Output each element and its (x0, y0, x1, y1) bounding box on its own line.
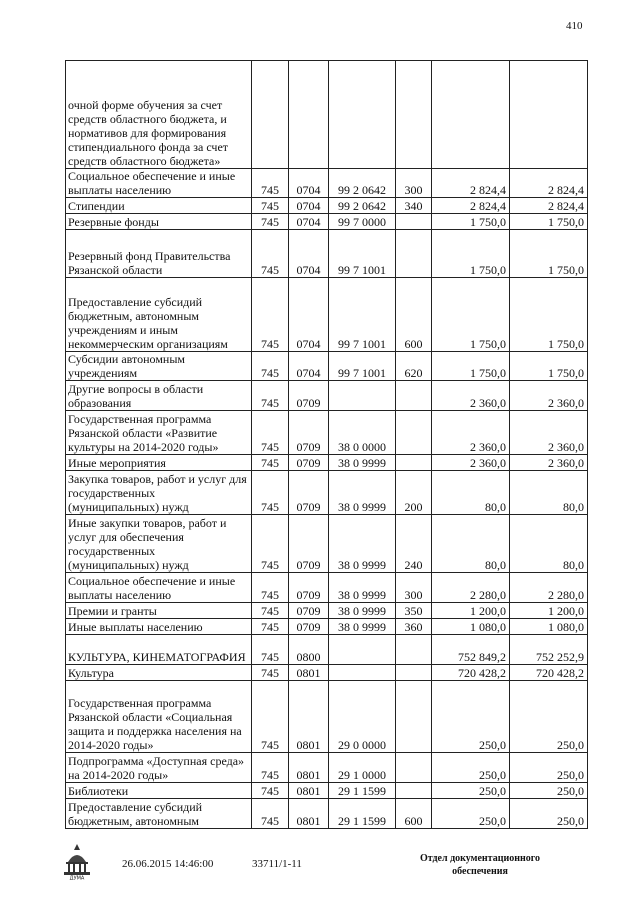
cell-name: Другие вопросы в области образования (66, 381, 252, 411)
cell-grbs: 745 (252, 799, 289, 829)
cell-sum-year1: 752 849,2 (432, 635, 510, 665)
budget-table (65, 60, 588, 829)
cell-name: Социальное обеспечение и иные выплаты населению (66, 573, 252, 603)
cell-target-article: 38 0 9999 (329, 603, 396, 619)
cell-sum-year2: 80,0 (510, 471, 588, 515)
cell-grbs: 745 (252, 783, 289, 799)
cell-expense-type (396, 230, 432, 278)
cell-sum-year2: 250,0 (510, 753, 588, 783)
cell-sum-year1: 2 360,0 (432, 455, 510, 471)
cell-grbs: 745 (252, 230, 289, 278)
cell-sum-year1: 250,0 (432, 783, 510, 799)
table-row (66, 515, 588, 573)
cell-target-article: 38 0 9999 (329, 619, 396, 635)
footer-department: Отдел документационного обеспечения (419, 853, 541, 877)
cell-name: Иные закупки товаров, работ и услуг для обеспечения государственных (муниципальных) нужд (66, 515, 252, 573)
cell-target-article: 38 0 9999 (329, 515, 396, 573)
cell-name: очной форме обучения за счет средств областного бюджета, и нормативов для формирования стипендиального фонда за счет средств областного бюджета» (66, 61, 252, 169)
cell-grbs: 745 (252, 603, 289, 619)
cell-section: 0801 (289, 665, 329, 681)
cell-target-article (329, 665, 396, 681)
footer-doc-code: 33711/1-11 (252, 858, 302, 870)
cell-expense-type: 300 (396, 573, 432, 603)
cell-name: КУЛЬТУРА, КИНЕМАТОГРАФИЯ (66, 635, 252, 665)
cell-grbs: 745 (252, 753, 289, 783)
cell-expense-type (396, 753, 432, 783)
cell-expense-type (396, 665, 432, 681)
cell-sum-year1: 80,0 (432, 471, 510, 515)
table-row (66, 352, 588, 381)
cell-section: 0709 (289, 411, 329, 455)
cell-target-article: 38 0 9999 (329, 573, 396, 603)
cell-grbs: 745 (252, 352, 289, 381)
cell-sum-year2: 80,0 (510, 515, 588, 573)
cell-sum-year1: 250,0 (432, 753, 510, 783)
table-row (66, 783, 588, 799)
cell-sum-year1: 2 280,0 (432, 573, 510, 603)
cell-name: Предоставление субсидий бюджетным, автономным учреждениям и иным некоммерческим организациям (66, 278, 252, 352)
cell-expense-type (396, 455, 432, 471)
cell-sum-year1: 2 824,4 (432, 198, 510, 214)
cell-expense-type: 240 (396, 515, 432, 573)
cell-target-article: 99 7 1001 (329, 230, 396, 278)
table-row (66, 603, 588, 619)
cell-sum-year1: 2 824,4 (432, 169, 510, 198)
cell-section: 0704 (289, 278, 329, 352)
cell-sum-year1: 250,0 (432, 799, 510, 829)
cell-expense-type: 360 (396, 619, 432, 635)
table-row (66, 381, 588, 411)
cell-section: 0704 (289, 352, 329, 381)
cell-expense-type (396, 411, 432, 455)
cell-expense-type: 620 (396, 352, 432, 381)
table-row (66, 278, 588, 352)
cell-target-article: 99 2 0642 (329, 198, 396, 214)
svg-text:ДУМА: ДУМА (69, 875, 85, 880)
cell-section: 0704 (289, 214, 329, 230)
table-row (66, 230, 588, 278)
cell-sum-year1: 80,0 (432, 515, 510, 573)
cell-expense-type: 200 (396, 471, 432, 515)
table-row (66, 681, 588, 753)
cell-section: 0709 (289, 455, 329, 471)
cell-target-article (329, 61, 396, 169)
cell-sum-year1: 250,0 (432, 681, 510, 753)
cell-grbs: 745 (252, 169, 289, 198)
cell-section: 0801 (289, 681, 329, 753)
cell-grbs: 745 (252, 635, 289, 665)
cell-sum-year2: 1 750,0 (510, 278, 588, 352)
cell-target-article: 99 7 1001 (329, 352, 396, 381)
cell-target-article: 29 0 0000 (329, 681, 396, 753)
cell-sum-year2: 720 428,2 (510, 665, 588, 681)
cell-target-article (329, 381, 396, 411)
cell-section: 0709 (289, 515, 329, 573)
cell-target-article: 29 1 1599 (329, 799, 396, 829)
table-row (66, 573, 588, 603)
cell-section: 0709 (289, 619, 329, 635)
cell-sum-year1: 1 200,0 (432, 603, 510, 619)
cell-grbs: 745 (252, 573, 289, 603)
cell-sum-year1: 1 750,0 (432, 278, 510, 352)
cell-grbs: 745 (252, 214, 289, 230)
table-row (66, 411, 588, 455)
cell-name: Резервные фонды (66, 214, 252, 230)
cell-target-article: 99 7 1001 (329, 278, 396, 352)
cell-expense-type: 300 (396, 169, 432, 198)
cell-sum-year1: 1 750,0 (432, 214, 510, 230)
cell-section: 0704 (289, 230, 329, 278)
footer-datetime: 26.06.2015 14:46:00 (122, 858, 214, 870)
cell-sum-year2: 2 824,4 (510, 198, 588, 214)
table-row (66, 619, 588, 635)
cell-sum-year1: 1 080,0 (432, 619, 510, 635)
cell-target-article: 99 7 0000 (329, 214, 396, 230)
cell-section: 0704 (289, 169, 329, 198)
cell-name: Библиотеки (66, 783, 252, 799)
cell-grbs (252, 61, 289, 169)
cell-name: Премии и гранты (66, 603, 252, 619)
cell-sum-year2: 250,0 (510, 681, 588, 753)
cell-section: 0801 (289, 799, 329, 829)
cell-sum-year2: 2 280,0 (510, 573, 588, 603)
cell-sum-year2: 1 080,0 (510, 619, 588, 635)
cell-name: Предоставление субсидий бюджетным, автономным (66, 799, 252, 829)
cell-sum-year2: 250,0 (510, 799, 588, 829)
cell-section: 0709 (289, 603, 329, 619)
cell-grbs: 745 (252, 455, 289, 471)
cell-sum-year1: 1 750,0 (432, 352, 510, 381)
cell-sum-year2: 1 750,0 (510, 214, 588, 230)
table-row (66, 799, 588, 829)
cell-sum-year2: 2 360,0 (510, 411, 588, 455)
cell-target-article: 38 0 0000 (329, 411, 396, 455)
table-row (66, 61, 588, 169)
cell-section: 0709 (289, 381, 329, 411)
table-row (66, 214, 588, 230)
cell-expense-type (396, 635, 432, 665)
cell-sum-year2: 2 360,0 (510, 455, 588, 471)
cell-expense-type (396, 61, 432, 169)
cell-grbs: 745 (252, 665, 289, 681)
cell-target-article: 38 0 9999 (329, 471, 396, 515)
cell-sum-year2: 2 824,4 (510, 169, 588, 198)
table-row (66, 169, 588, 198)
cell-grbs: 745 (252, 619, 289, 635)
cell-grbs: 745 (252, 381, 289, 411)
table-row (66, 455, 588, 471)
cell-name: Подпрограмма «Доступная среда» на 2014-2020 годы» (66, 753, 252, 783)
cell-sum-year2: 1 750,0 (510, 352, 588, 381)
cell-section: 0800 (289, 635, 329, 665)
cell-section: 0801 (289, 753, 329, 783)
cell-sum-year2: 752 252,9 (510, 635, 588, 665)
cell-sum-year2 (510, 61, 588, 169)
cell-grbs: 745 (252, 471, 289, 515)
cell-grbs: 745 (252, 411, 289, 455)
cell-sum-year2: 1 200,0 (510, 603, 588, 619)
cell-target-article: 29 1 0000 (329, 753, 396, 783)
cell-sum-year1: 2 360,0 (432, 411, 510, 455)
cell-name: Социальное обеспечение и иные выплаты населению (66, 169, 252, 198)
cell-expense-type: 600 (396, 799, 432, 829)
cell-name: Стипендии (66, 198, 252, 214)
cell-expense-type (396, 214, 432, 230)
cell-target-article: 99 2 0642 (329, 169, 396, 198)
cell-name: Государственная программа Рязанской области «Социальная защита и поддержка населения на 2014-2020 годы» (66, 681, 252, 753)
cell-section (289, 61, 329, 169)
cell-sum-year1 (432, 61, 510, 169)
cell-section: 0704 (289, 198, 329, 214)
cell-grbs: 745 (252, 278, 289, 352)
cell-target-article: 38 0 9999 (329, 455, 396, 471)
cell-expense-type: 600 (396, 278, 432, 352)
table-row (66, 635, 588, 665)
table-row (66, 471, 588, 515)
cell-name: Субсидии автономным учреждениям (66, 352, 252, 381)
cell-name: Иные мероприятия (66, 455, 252, 471)
cell-grbs: 745 (252, 198, 289, 214)
duma-logo-icon (60, 840, 94, 880)
cell-sum-year1: 1 750,0 (432, 230, 510, 278)
cell-grbs: 745 (252, 515, 289, 573)
cell-grbs: 745 (252, 681, 289, 753)
cell-sum-year1: 2 360,0 (432, 381, 510, 411)
cell-section: 0801 (289, 783, 329, 799)
cell-sum-year2: 1 750,0 (510, 230, 588, 278)
cell-section: 0709 (289, 471, 329, 515)
cell-target-article (329, 635, 396, 665)
cell-name: Государственная программа Рязанской области «Развитие культуры на 2014-2020 годы» (66, 411, 252, 455)
cell-sum-year1: 720 428,2 (432, 665, 510, 681)
cell-name: Закупка товаров, работ и услуг для государственных (муниципальных) нужд (66, 471, 252, 515)
table-row (66, 198, 588, 214)
cell-expense-type (396, 783, 432, 799)
cell-name: Резервный фонд Правительства Рязанской области (66, 230, 252, 278)
cell-sum-year2: 2 360,0 (510, 381, 588, 411)
cell-expense-type (396, 681, 432, 753)
cell-name: Иные выплаты населению (66, 619, 252, 635)
cell-expense-type: 350 (396, 603, 432, 619)
table-row (66, 665, 588, 681)
table-row (66, 753, 588, 783)
cell-section: 0709 (289, 573, 329, 603)
cell-expense-type (396, 381, 432, 411)
cell-name: Культура (66, 665, 252, 681)
cell-target-article: 29 1 1599 (329, 783, 396, 799)
cell-sum-year2: 250,0 (510, 783, 588, 799)
page-number: 410 (566, 20, 583, 32)
cell-expense-type: 340 (396, 198, 432, 214)
